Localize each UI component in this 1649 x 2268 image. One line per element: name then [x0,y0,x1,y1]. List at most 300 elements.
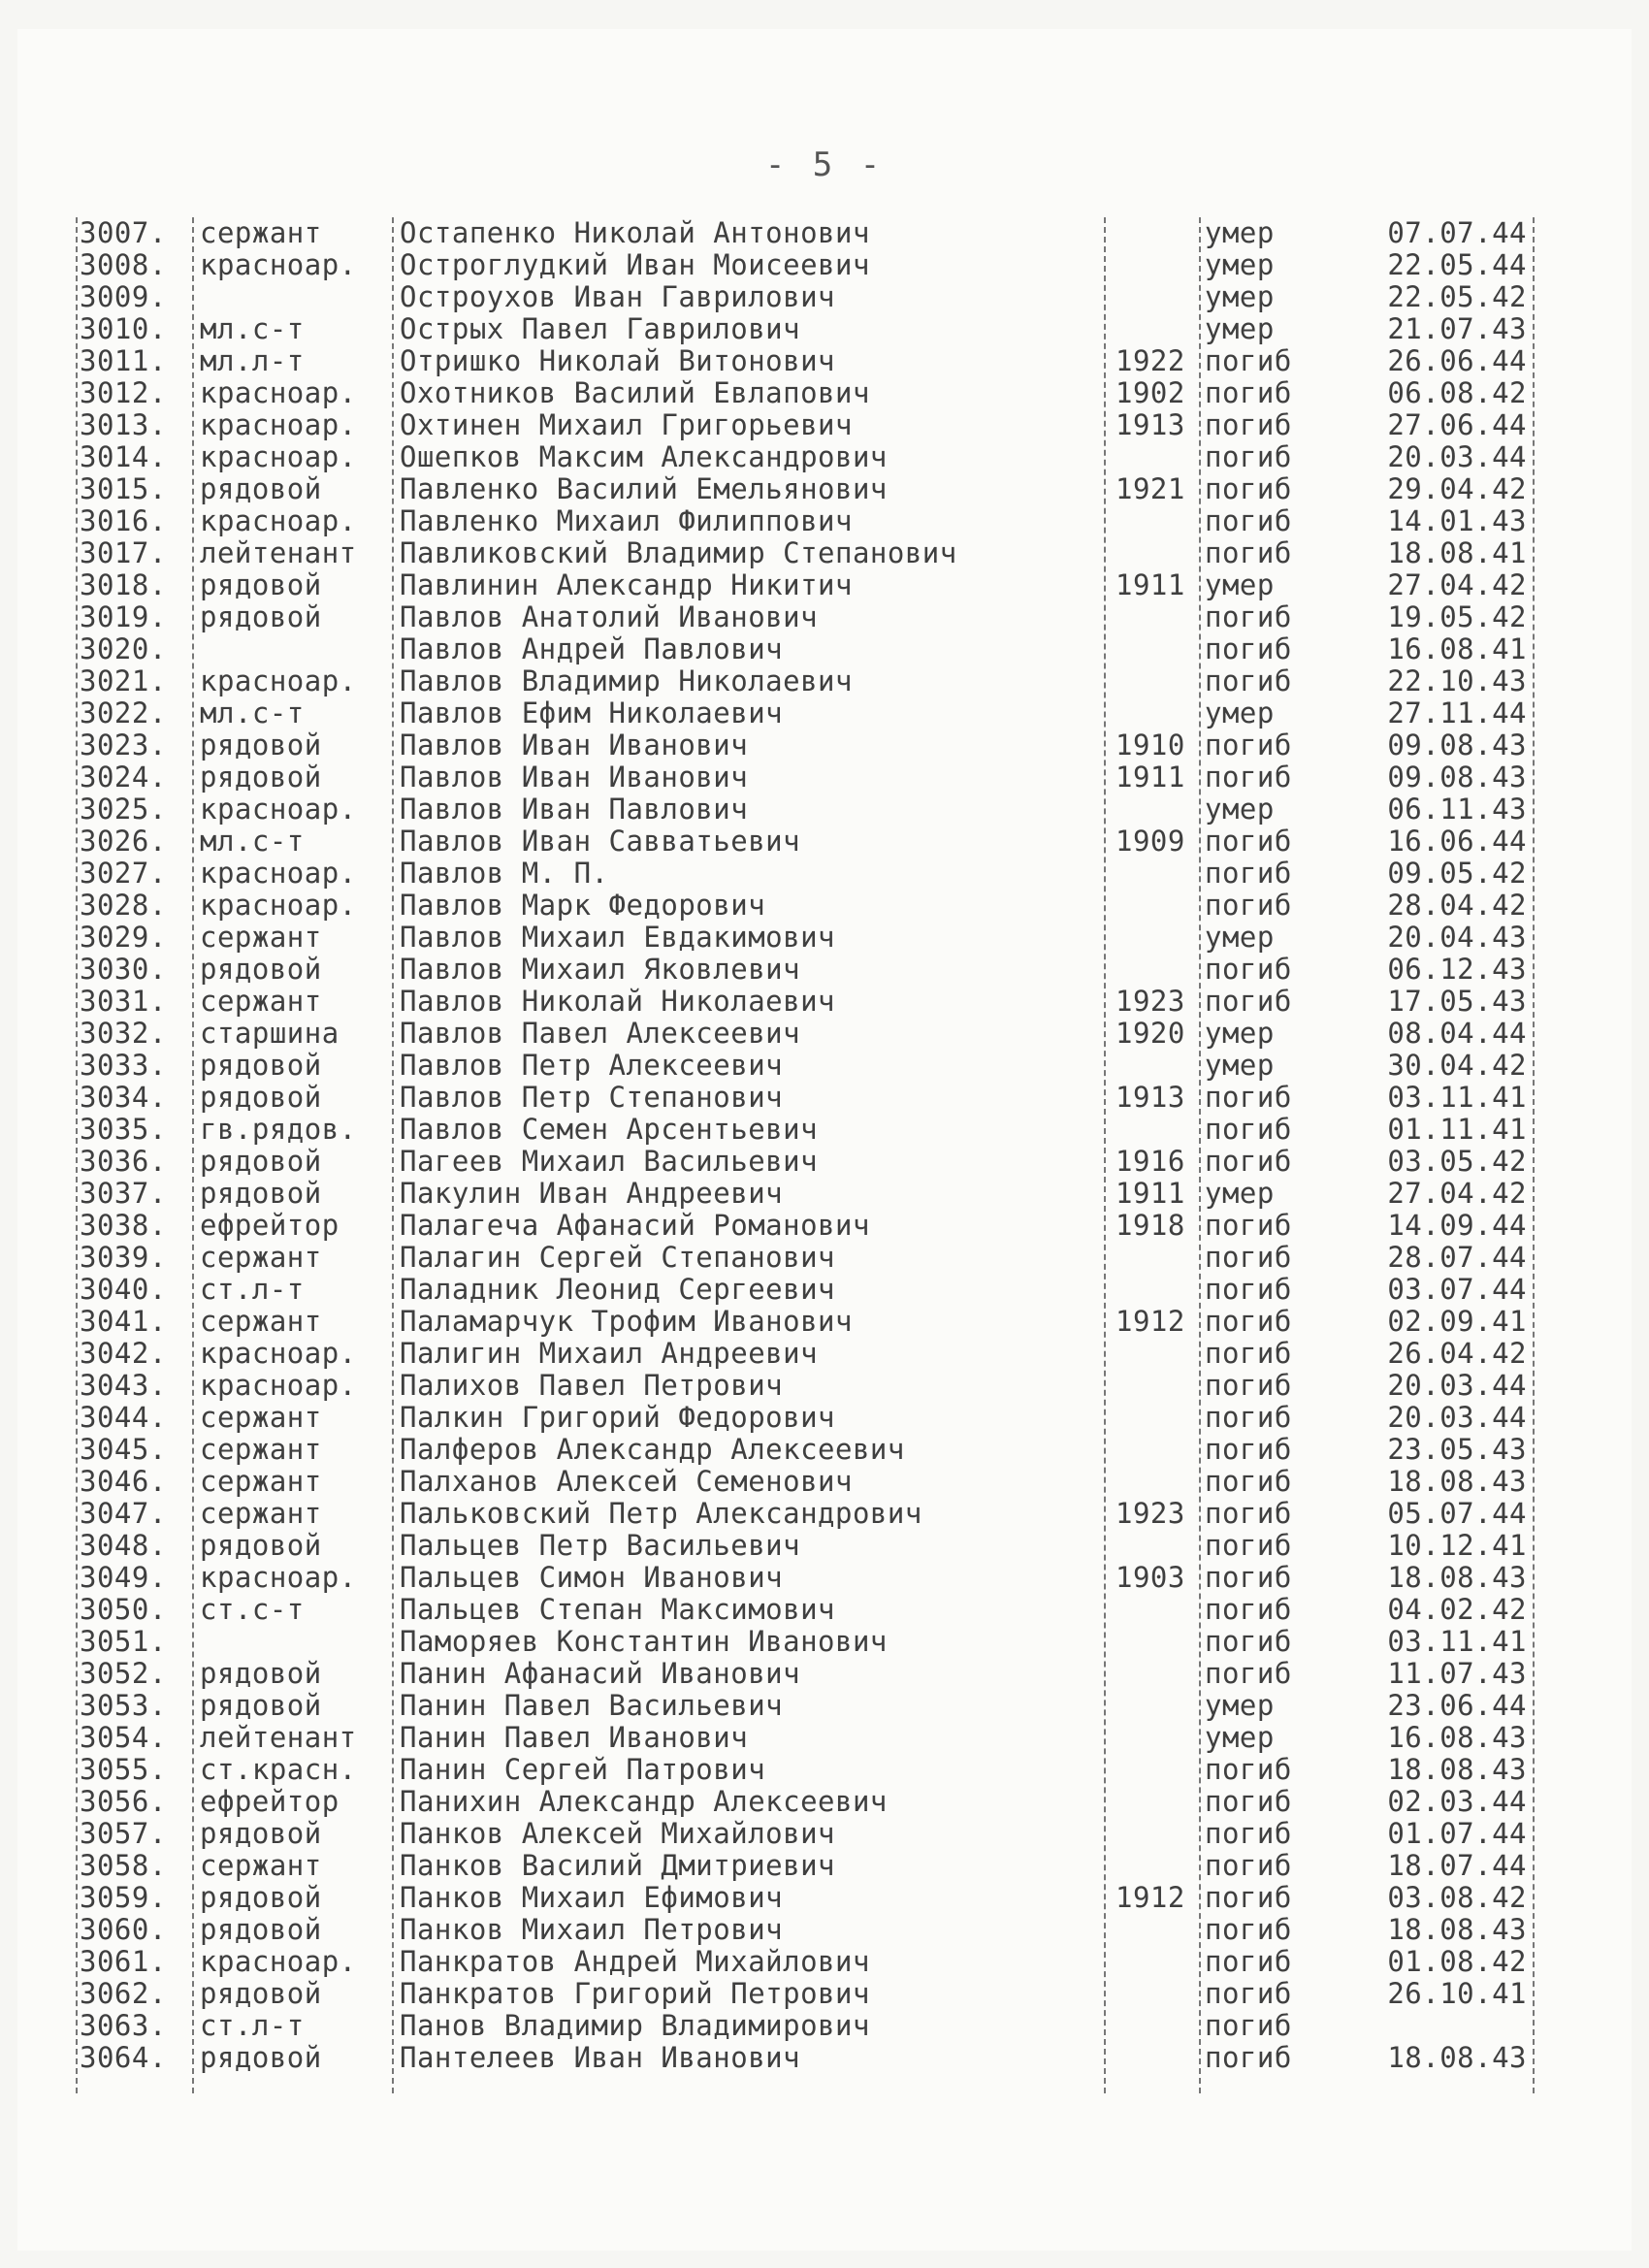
date: 22.10.43 [1387,664,1527,697]
record-number: 3046. [80,1465,167,1498]
date: 03.05.42 [1387,1145,1527,1178]
list-row [0,697,1649,729]
status: умер [1205,793,1275,826]
record-number: 3018. [80,568,167,601]
person-name: Панин Сергей Патрович [400,1753,766,1786]
status: погиб [1205,408,1292,441]
status: погиб [1205,1817,1292,1850]
record-number: 3058. [80,1849,167,1882]
rank: сержант [200,921,322,954]
rank: красноар. [200,1337,357,1370]
date: 09.05.42 [1387,857,1527,890]
rank: мл.с-т [200,697,305,729]
date: 14.09.44 [1387,1209,1527,1242]
list-row [0,1530,1649,1562]
status: погиб [1205,1081,1292,1114]
record-number: 3027. [80,857,167,890]
list-row [0,249,1649,281]
person-name: Палихов Павел Петрович [400,1369,784,1402]
status: умер [1205,921,1275,954]
rank: рядовой [200,1657,322,1690]
status: погиб [1205,1657,1292,1690]
record-number: 3017. [80,536,167,569]
date: 29.04.42 [1387,472,1527,505]
person-name: Павлов Михаил Евдакимович [400,921,835,954]
rank: сержант [200,216,322,249]
date: 21.07.43 [1387,312,1527,345]
status: умер [1205,1689,1275,1722]
status: умер [1205,1177,1275,1210]
status: умер [1205,248,1275,281]
list-row [0,537,1649,569]
record-number: 3020. [80,632,167,665]
date: 28.07.44 [1387,1241,1527,1274]
record-number: 3028. [80,889,167,922]
birth-year: 1911 [1116,1177,1185,1210]
date: 18.08.43 [1387,1561,1527,1594]
list-row [0,217,1649,249]
person-name: Панкратов Григорий Петрович [400,1977,870,2010]
date: 09.08.43 [1387,761,1527,794]
status: погиб [1205,1369,1292,1402]
person-name: Павлов Михаил Яковлевич [400,953,801,986]
person-name: Панков Алексей Михайлович [400,1817,835,1850]
record-number: 3050. [80,1593,167,1626]
person-name: Паламарчук Трофим Иванович [400,1305,853,1338]
person-name: Панихин Александр Алексеевич [400,1785,888,1818]
rank: красноар. [200,248,357,281]
person-name: Павлов Анатолий Иванович [400,600,819,633]
record-number: 3030. [80,953,167,986]
rank: ефрейтор [200,1785,340,1818]
list-row [0,1786,1649,1818]
list-row [0,761,1649,794]
rank: рядовой [200,2041,322,2074]
person-name: Пантелеев Иван Иванович [400,2041,801,2074]
date: 19.05.42 [1387,600,1527,633]
date: 27.04.42 [1387,1177,1527,1210]
person-name: Паморяев Константин Иванович [400,1625,888,1658]
date: 10.12.41 [1387,1529,1527,1562]
birth-year: 1909 [1116,825,1185,858]
record-number: 3060. [80,1913,167,1946]
list-row [0,1274,1649,1306]
date: 18.08.41 [1387,536,1527,569]
status: погиб [1205,1753,1292,1786]
status: умер [1205,1721,1275,1754]
status: погиб [1205,825,1292,858]
date: 20.04.43 [1387,921,1527,954]
record-number: 3056. [80,1785,167,1818]
list-row [0,313,1649,345]
status: умер [1205,280,1275,313]
person-name: Охтинен Михаил Григорьевич [400,408,853,441]
person-name: Палферов Александр Алексеевич [400,1433,905,1466]
person-name: Павленко Михаил Филиппович [400,504,853,537]
date: 14.01.43 [1387,504,1527,537]
person-name: Панков Михаил Ефимович [400,1881,784,1914]
date: 18.08.43 [1387,1753,1527,1786]
list-row [0,2010,1649,2042]
list-row [0,922,1649,954]
status: умер [1205,1017,1275,1050]
date: 30.04.42 [1387,1049,1527,1082]
record-number: 3055. [80,1753,167,1786]
status: погиб [1205,1593,1292,1626]
list-row [0,1946,1649,1978]
list-row [0,1082,1649,1114]
rank: сержант [200,1497,322,1530]
record-number: 3051. [80,1625,167,1658]
record-number: 3044. [80,1401,167,1434]
date: 20.03.44 [1387,1401,1527,1434]
birth-year: 1920 [1116,1017,1185,1050]
person-name: Палкин Григорий Федорович [400,1401,835,1434]
list-row [0,1370,1649,1402]
record-number: 3042. [80,1337,167,1370]
record-number: 3014. [80,440,167,473]
rank: рядовой [200,1049,322,1082]
birth-year: 1911 [1116,761,1185,794]
rank: ефрейтор [200,1209,340,1242]
record-number: 3032. [80,1017,167,1050]
status: погиб [1205,376,1292,409]
date: 26.10.41 [1387,1977,1527,2010]
date: 16.06.44 [1387,825,1527,858]
person-name: Паладник Леонид Сергеевич [400,1273,835,1306]
person-name: Панкратов Андрей Михайлович [400,1945,870,1978]
status: погиб [1205,664,1292,697]
rank: рядовой [200,1177,322,1210]
list-row [0,1466,1649,1498]
list-row [0,569,1649,601]
date: 06.11.43 [1387,793,1527,826]
status: погиб [1205,761,1292,794]
record-number: 3031. [80,985,167,1018]
date: 04.02.42 [1387,1593,1527,1626]
record-number: 3022. [80,697,167,729]
status: погиб [1205,1401,1292,1434]
rank: сержант [200,1305,322,1338]
rank: красноар. [200,1369,357,1402]
status: погиб [1205,632,1292,665]
record-number: 3019. [80,600,167,633]
person-name: Павлов Иван Иванович [400,729,749,761]
birth-year: 1923 [1116,985,1185,1018]
date: 27.11.44 [1387,697,1527,729]
record-number: 3034. [80,1081,167,1114]
person-name: Пакулин Иван Андреевич [400,1177,784,1210]
rank: рядовой [200,600,322,633]
status: погиб [1205,2041,1292,2074]
record-number: 3025. [80,793,167,826]
list-row [0,890,1649,922]
person-name: Панин Павел Васильевич [400,1689,784,1722]
status: умер [1205,568,1275,601]
status: погиб [1205,1913,1292,1946]
list-row [0,826,1649,858]
list-row [0,729,1649,761]
rank: красноар. [200,793,357,826]
status: умер [1205,312,1275,345]
record-number: 3015. [80,472,167,505]
list-row [0,2042,1649,2074]
list-row [0,1626,1649,1658]
birth-year: 1911 [1116,568,1185,601]
date: 03.11.41 [1387,1081,1527,1114]
rank: мл.с-т [200,312,305,345]
person-name: Павлов Николай Николаевич [400,985,835,1018]
date: 27.06.44 [1387,408,1527,441]
record-number: 3057. [80,1817,167,1850]
record-number: 3036. [80,1145,167,1178]
person-name: Павлов Павел Алексеевич [400,1017,801,1050]
date: 17.05.43 [1387,985,1527,1018]
person-name: Павлов Петр Степанович [400,1081,784,1114]
date: 26.04.42 [1387,1337,1527,1370]
record-number: 3024. [80,761,167,794]
person-name: Палханов Алексей Семенович [400,1465,853,1498]
rank: рядовой [200,1529,322,1562]
record-number: 3045. [80,1433,167,1466]
person-name: Палагеча Афанасий Романович [400,1209,870,1242]
record-number: 3033. [80,1049,167,1082]
record-number: 3008. [80,248,167,281]
date: 07.07.44 [1387,216,1527,249]
status: погиб [1205,1433,1292,1466]
date: 11.07.43 [1387,1657,1527,1690]
date: 27.04.42 [1387,568,1527,601]
status: погиб [1205,600,1292,633]
date: 26.06.44 [1387,344,1527,377]
rank: рядовой [200,568,322,601]
rank: ст.с-т [200,1593,305,1626]
list-row [0,1914,1649,1946]
list-row [0,1562,1649,1594]
person-name: Павлов Иван Павлович [400,793,749,826]
birth-year: 1921 [1116,472,1185,505]
status: погиб [1205,344,1292,377]
rank: рядовой [200,1145,322,1178]
record-number: 3038. [80,1209,167,1242]
status: погиб [1205,1145,1292,1178]
birth-year: 1913 [1116,1081,1185,1114]
date: 01.07.44 [1387,1817,1527,1850]
list-row [0,601,1649,633]
date: 02.09.41 [1387,1305,1527,1338]
record-number: 3052. [80,1657,167,1690]
person-name: Отришко Николай Витонович [400,344,835,377]
record-number: 3021. [80,664,167,697]
list-row [0,1050,1649,1082]
person-name: Панин Афанасий Иванович [400,1657,801,1690]
status: погиб [1205,1337,1292,1370]
date: 03.07.44 [1387,1273,1527,1306]
person-name: Панин Павел Иванович [400,1721,749,1754]
list-row [0,505,1649,537]
list-row [0,281,1649,313]
rank: сержант [200,1241,322,1274]
rank: гв.рядов. [200,1113,357,1146]
person-name: Павлов М. П. [400,857,609,890]
rank: красноар. [200,664,357,697]
rank: ст.красн. [200,1753,357,1786]
rank: сержант [200,1465,322,1498]
status: погиб [1205,440,1292,473]
rank: рядовой [200,761,322,794]
list-row [0,1146,1649,1178]
record-number: 3023. [80,729,167,761]
record-number: 3012. [80,376,167,409]
status: погиб [1205,1945,1292,1978]
date: 03.08.42 [1387,1881,1527,1914]
person-name: Павлов Марк Федорович [400,889,766,922]
status: погиб [1205,729,1292,761]
list-row [0,1882,1649,1914]
rank: красноар. [200,1561,357,1594]
person-name: Павлов Петр Алексеевич [400,1049,784,1082]
list-row [0,473,1649,505]
date: 05.07.44 [1387,1497,1527,1530]
rank: рядовой [200,1881,322,1914]
person-name: Пальцев Петр Васильевич [400,1529,801,1562]
list-row [0,345,1649,377]
rank: лейтенант [200,536,357,569]
rank: сержант [200,1433,322,1466]
record-number: 3013. [80,408,167,441]
date: 18.07.44 [1387,1849,1527,1882]
rank: ст.л-т [200,2009,305,2042]
person-name: Павлов Иван Савватьевич [400,825,801,858]
person-name: Палагин Сергей Степанович [400,1241,835,1274]
record-number: 3039. [80,1241,167,1274]
date: 16.08.41 [1387,632,1527,665]
date: 08.04.44 [1387,1017,1527,1050]
person-name: Остроглудкий Иван Моисеевич [400,248,870,281]
record-number: 3061. [80,1945,167,1978]
person-name: Пагеев Михаил Васильевич [400,1145,819,1178]
list-row [0,1178,1649,1210]
status: погиб [1205,1785,1292,1818]
rank: мл.с-т [200,825,305,858]
record-number: 3009. [80,280,167,313]
record-number: 3010. [80,312,167,345]
rank: красноар. [200,376,357,409]
rank: рядовой [200,729,322,761]
rank: красноар. [200,440,357,473]
record-number: 3054. [80,1721,167,1754]
list-row [0,1978,1649,2010]
status: погиб [1205,1465,1292,1498]
page-number: - 5 - [764,146,885,184]
rank: рядовой [200,1689,322,1722]
status: умер [1205,216,1275,249]
birth-year: 1913 [1116,408,1185,441]
record-number: 3059. [80,1881,167,1914]
rank: сержант [200,985,322,1018]
status: погиб [1205,536,1292,569]
birth-year: 1902 [1116,376,1185,409]
date: 16.08.43 [1387,1721,1527,1754]
rank: красноар. [200,408,357,441]
list-row [0,1594,1649,1626]
list-row [0,1242,1649,1274]
status: погиб [1205,953,1292,986]
record-number: 3063. [80,2009,167,2042]
rank: сержант [200,1849,322,1882]
person-name: Павлинин Александр Никитич [400,568,853,601]
birth-year: 1910 [1116,729,1185,761]
date: 03.11.41 [1387,1625,1527,1658]
list-row [0,986,1649,1018]
rank: рядовой [200,1977,322,2010]
birth-year: 1918 [1116,1209,1185,1242]
status: погиб [1205,1881,1292,1914]
rank: рядовой [200,1913,322,1946]
status: погиб [1205,1273,1292,1306]
birth-year: 1912 [1116,1305,1185,1338]
status: погиб [1205,1209,1292,1242]
date: 22.05.44 [1387,248,1527,281]
status: погиб [1205,1241,1292,1274]
record-number: 3041. [80,1305,167,1338]
status: погиб [1205,504,1292,537]
list-row [0,1818,1649,1850]
person-name: Павликовский Владимир Степанович [400,536,957,569]
list-row [0,1754,1649,1786]
status: погиб [1205,1977,1292,2010]
status: погиб [1205,1497,1292,1530]
rank: рядовой [200,1081,322,1114]
record-number: 3035. [80,1113,167,1146]
rank: рядовой [200,472,322,505]
rank: сержант [200,1401,322,1434]
list-row [0,1338,1649,1370]
birth-year: 1922 [1116,344,1185,377]
status: погиб [1205,1625,1292,1658]
status: погиб [1205,857,1292,890]
list-row [0,1306,1649,1338]
rank: красноар. [200,504,357,537]
list-row [0,1114,1649,1146]
list-row [0,794,1649,826]
status: умер [1205,697,1275,729]
date: 09.08.43 [1387,729,1527,761]
record-number: 3062. [80,1977,167,2010]
date: 02.03.44 [1387,1785,1527,1818]
status: погиб [1205,472,1292,505]
person-name: Острых Павел Гаврилович [400,312,801,345]
person-name: Павленко Василий Емельянович [400,472,888,505]
rank: красноар. [200,857,357,890]
date: 22.05.42 [1387,280,1527,313]
list-row [0,1722,1649,1754]
status: погиб [1205,985,1292,1018]
rank: рядовой [200,953,322,986]
status: погиб [1205,2009,1292,2042]
list-row [0,954,1649,986]
rank: рядовой [200,1817,322,1850]
birth-year: 1923 [1116,1497,1185,1530]
person-name: Пальковский Петр Александрович [400,1497,922,1530]
person-name: Павлов Андрей Павлович [400,632,784,665]
date: 23.06.44 [1387,1689,1527,1722]
person-name: Пальцев Симон Иванович [400,1561,784,1594]
person-name: Остапенко Николай Антонович [400,216,870,249]
rank: красноар. [200,1945,357,1978]
list-row [0,377,1649,409]
birth-year: 1912 [1116,1881,1185,1914]
